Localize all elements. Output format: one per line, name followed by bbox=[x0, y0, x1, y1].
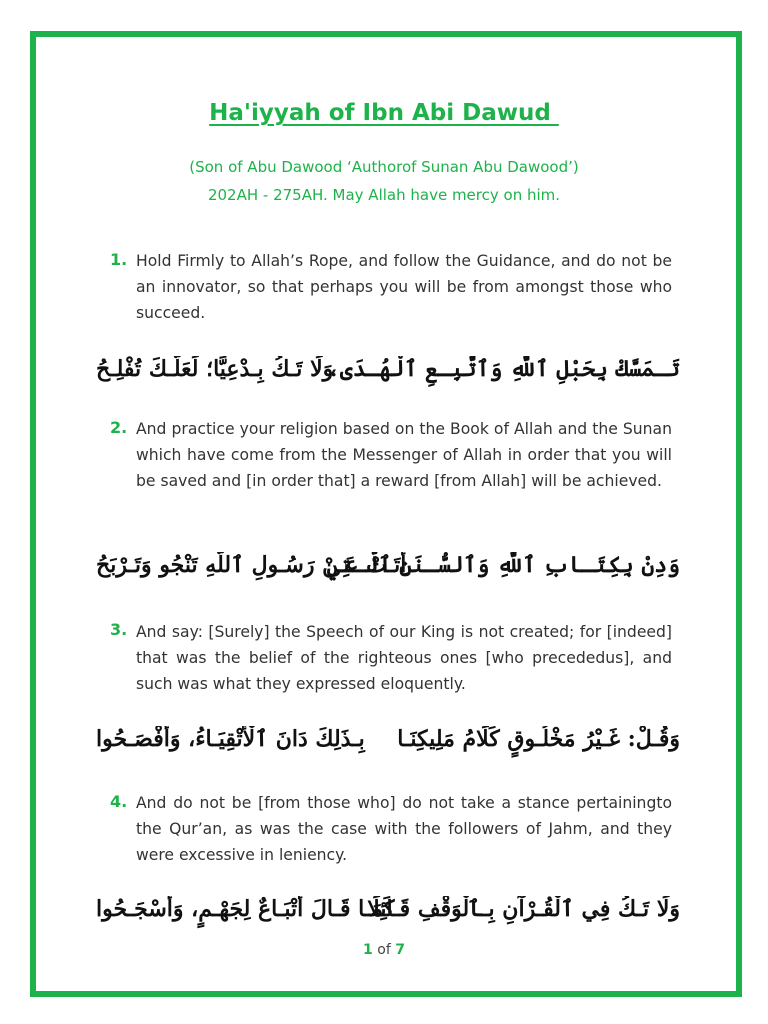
arabic-first-hemistich: وَلَا تَـكُ فِي ٱلْقُـرْآنِ بِـٱلْوَقْفِ قَـائِلًا bbox=[367, 896, 680, 922]
verse-arabic bbox=[96, 896, 680, 932]
arabic-first-hemistich: تَـمَسَّكْ بِحَبْلِ ٱللَّهِ وَٱتَّبِـعِ ٱلْهُـدَى، bbox=[327, 356, 680, 382]
verse-english: And do not be [from those who] do not take a stance pertainingto the Qur’an, as was the case with the followers of Jahm, and they were excessive in leniency. bbox=[136, 794, 672, 864]
verse-arabic bbox=[96, 726, 680, 762]
arabic-second-hemistich: بِـذَلِكَ دَانَ ٱلْأَتْقِيَـاءُ، وَأَفْصَـحُوا bbox=[96, 726, 365, 752]
verse-english: Hold Firmly to Allah’s Rope, and follow the Guidance, and do not be an innovator, so that perhaps you will be from amongst those who succeed. bbox=[136, 252, 672, 322]
arabic-second-hemistich: أَتَـتْ عَـنْ رَسُـولِ ٱللَّهِ تَنْجُو وَتَـرْبَحُ bbox=[96, 552, 407, 578]
page-of-label: of bbox=[377, 942, 391, 958]
subtitle-author: (Son of Abu Dawood ‘Authorof Sunan Abu Dawood’) bbox=[189, 158, 579, 176]
subtitle-dates: 202AH - 275AH. May Allah have mercy on him. bbox=[207, 186, 561, 204]
arabic-second-hemistich: كَمَـا قَـالَ أَتْبَـاعٌ لِجَهْـمٍ، وَأَسْجَـحُوا bbox=[96, 896, 395, 922]
total-pages: 7 bbox=[395, 942, 405, 958]
current-page: 1 bbox=[363, 942, 373, 958]
arabic-first-hemistich: وَدِنْ بِكِتَـابِ ٱللَّهِ وَٱلسُّـنَنِ ٱلَّـتِي bbox=[327, 552, 680, 578]
page-number bbox=[0, 942, 768, 958]
verse-arabic bbox=[96, 552, 680, 588]
verse-number: 1. bbox=[110, 250, 128, 269]
page-title: Ha'iyyah of Ibn Abi Dawud bbox=[209, 100, 559, 126]
verse-english: And say: [Surely] the Speech of our King is not created; for [indeed] that was the belief of the righteous ones [who precededus], and such was what they expressed eloquently. bbox=[136, 623, 672, 693]
verse-number: 3. bbox=[110, 620, 128, 639]
arabic-first-hemistich: وَقُـلْ: غَـيْرُ مَخْلُـوقٍ كَلَامُ مَلِيكِنَـا bbox=[397, 726, 680, 752]
verse-number: 4. bbox=[110, 792, 128, 811]
arabic-second-hemistich: وَلَا تَـكُ بِـدْعِيًّا؛ لَعَلَّـكَ تُفْلِـحُ bbox=[96, 356, 334, 382]
verse-number: 2. bbox=[110, 418, 128, 437]
verse-arabic bbox=[96, 356, 680, 392]
verse-english: And practice your religion based on the Book of Allah and the Sunan which have come from the Messenger of Allah in order that you will be saved and [in order that] a reward [from Allah] will be achieved. bbox=[136, 420, 672, 490]
